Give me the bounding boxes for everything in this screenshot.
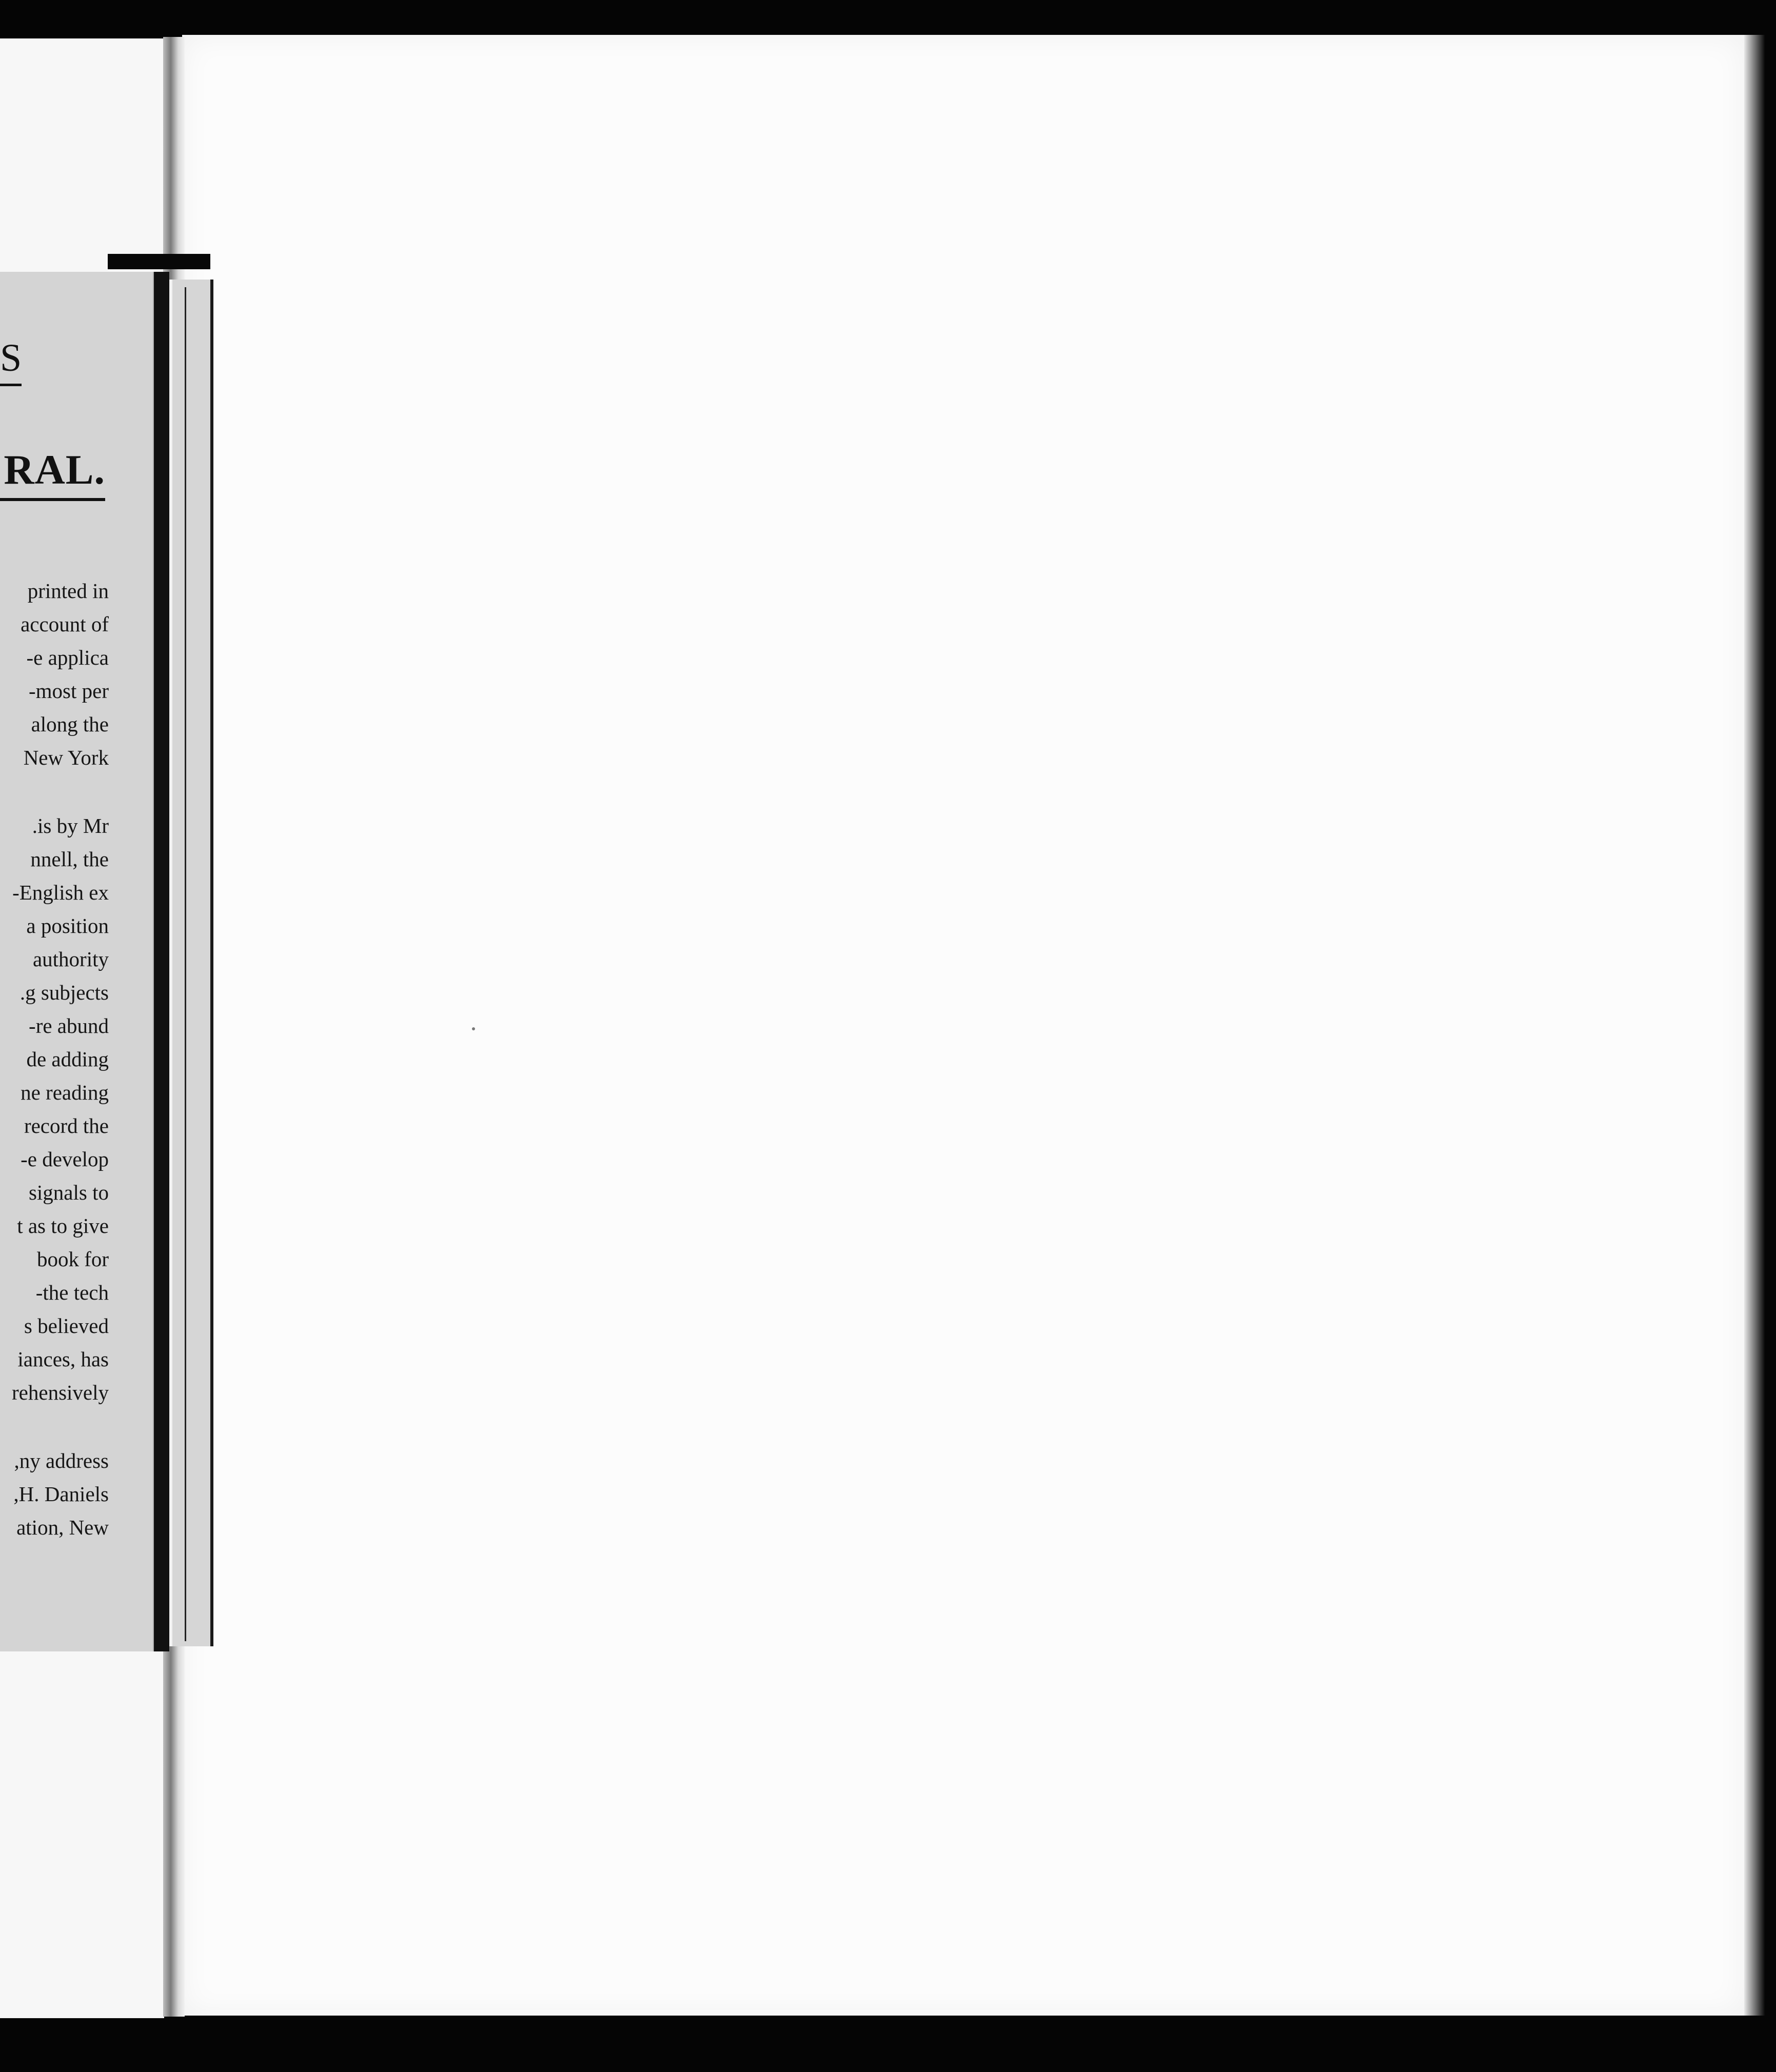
text-line: printed in [27, 579, 109, 603]
text-line: de adding [26, 1047, 109, 1071]
text-line: signals to [28, 1181, 109, 1204]
text-line: nnell, the [30, 847, 109, 871]
mount-strip-line [185, 287, 201, 1641]
text-line: authority [32, 947, 109, 971]
text-line: g subjects. [19, 981, 109, 1004]
mount-shadow [154, 272, 169, 1651]
text-line: account of [21, 612, 109, 636]
text-line: along the [31, 712, 109, 736]
text-line: e develop- [21, 1147, 109, 1171]
clipping-heading-fragment-2: RAL. [0, 449, 105, 501]
newspaper-clipping [0, 272, 154, 1651]
blank-sheet [182, 35, 1744, 2016]
paper-speck [472, 1027, 475, 1030]
text-line: rehensively [12, 1381, 109, 1404]
text-line: the tech- [35, 1281, 109, 1304]
text-line: t as to give [17, 1214, 109, 1238]
text-line: s believed [24, 1314, 109, 1338]
text-line: is by Mr. [32, 814, 109, 838]
text-line: record the [24, 1114, 109, 1138]
text-line: e applica- [26, 646, 109, 669]
text-line: ation, New [16, 1516, 109, 1539]
text-line: H. Daniels, [13, 1482, 109, 1506]
paragraph-gap [0, 1409, 109, 1444]
clipping-heading-fragment-1: S [0, 338, 22, 386]
text-line: English ex- [12, 881, 109, 904]
text-line: book for [36, 1247, 109, 1271]
text-line: most per- [29, 679, 109, 703]
binding-tab [108, 254, 210, 269]
text-line: re abund- [29, 1014, 109, 1038]
paragraph-gap [0, 774, 109, 809]
text-line: a position [26, 914, 109, 938]
text-line: ne reading [21, 1081, 109, 1104]
text-line: New York [23, 746, 109, 769]
text-line: ny address, [14, 1449, 109, 1472]
text-line: iances, has [17, 1347, 109, 1371]
clipping-body-text [0, 574, 109, 1544]
